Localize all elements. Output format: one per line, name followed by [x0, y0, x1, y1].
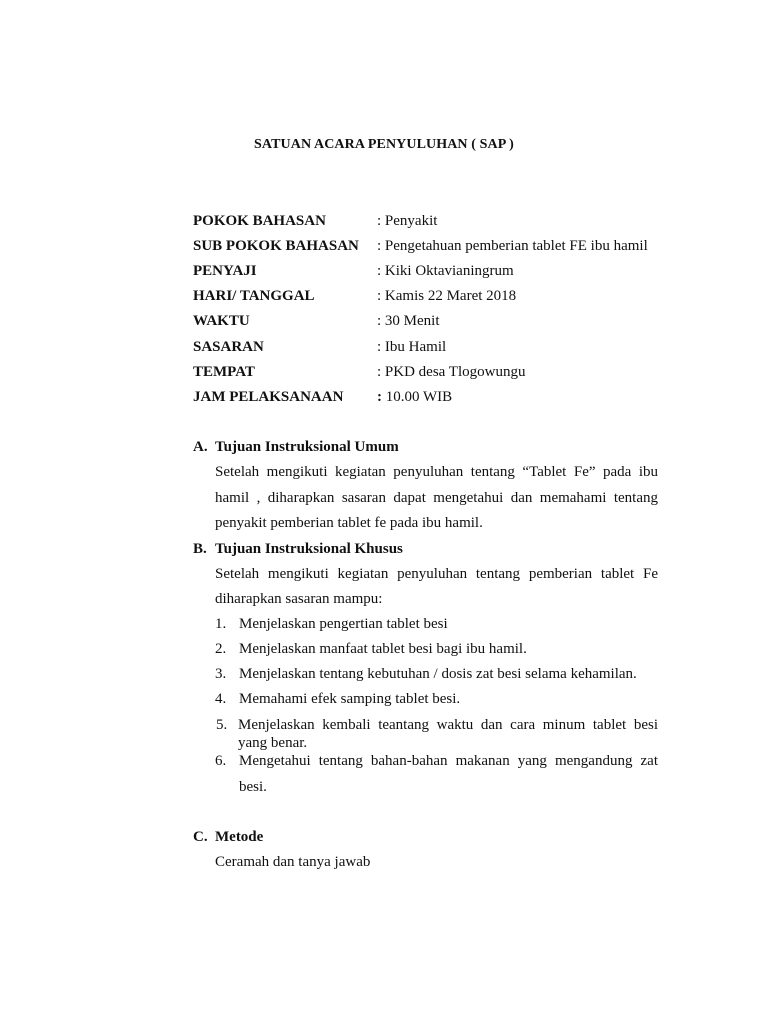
info-key: HARI/ TANGGAL [193, 288, 315, 304]
section-title: Metode [215, 829, 264, 845]
section-a-line: Setelah mengikuti kegiatan penyuluhan tentang “Tablet Fe” pada ibu [215, 464, 658, 480]
list-number: 5. [216, 717, 228, 733]
info-key: TEMPAT [193, 364, 255, 380]
section-a-line: penyakit pemberian tablet fe pada ibu hamil. [215, 515, 483, 531]
info-value [377, 387, 452, 407]
list-number: 3. [215, 666, 227, 682]
list-text: Menjelaskan pengertian tablet besi [239, 616, 448, 632]
info-key: POKOK BAHASAN [193, 213, 326, 229]
info-value: : Penyakit [377, 213, 438, 229]
info-value-text: 10.00 WIB [382, 389, 453, 405]
section-b-heading [193, 539, 403, 559]
section-a-heading [193, 437, 399, 457]
info-key: PENYAJI [193, 263, 257, 279]
info-value: : Kiki Oktavianingrum [377, 263, 514, 279]
info-value: : Kamis 22 Maret 2018 [377, 288, 517, 304]
section-b-intro-line: diharapkan sasaran mampu: [215, 591, 383, 607]
list-item [215, 639, 527, 659]
section-title: Tujuan Instruksional Khusus [215, 541, 403, 557]
list-item [215, 689, 460, 709]
info-value: : PKD desa Tlogowungu [377, 364, 526, 380]
section-letter: C. [193, 829, 208, 845]
section-a-line: hamil , diharapkan sasaran dapat mengetahui dan memahami tentang [215, 490, 658, 506]
info-value: : 30 Menit [377, 313, 440, 329]
page-title: SATUAN ACARA PENYULUHAN ( SAP ) [254, 137, 514, 152]
section-letter: A. [193, 439, 208, 455]
list-text-line: besi. [239, 779, 267, 795]
list-number: 2. [215, 641, 227, 657]
list-item [216, 715, 240, 735]
info-value: : Ibu Hamil [377, 339, 447, 355]
info-key: SASARAN [193, 339, 264, 355]
list-number: 1. [215, 616, 227, 632]
list-text-line: yang benar. [238, 735, 308, 751]
list-text: Memahami efek samping tablet besi. [239, 691, 461, 707]
info-key: SUB POKOK BAHASAN [193, 238, 359, 254]
list-number: 4. [215, 691, 227, 707]
section-b-intro-line: Setelah mengikuti kegiatan penyuluhan tentang pemberian tablet Fe [215, 566, 658, 582]
list-item [215, 751, 239, 771]
section-c-heading [193, 827, 263, 847]
list-text-line: Mengetahui tentang bahan-bahan makanan yang mengandung zat [239, 753, 658, 769]
info-value: : Pengetahuan pemberian tablet FE ibu hamil [377, 238, 648, 254]
list-number: 6. [215, 753, 227, 769]
info-key: WAKTU [193, 313, 250, 329]
section-letter: B. [193, 541, 207, 557]
section-title: Tujuan Instruksional Umum [215, 439, 399, 455]
section-c-text: Ceramah dan tanya jawab [215, 854, 371, 870]
list-item [215, 614, 448, 634]
info-key: JAM PELAKSANAAN [193, 389, 344, 405]
list-item [215, 664, 637, 684]
list-text: Menjelaskan tentang kebutuhan / dosis zat besi selama kehamilan. [239, 666, 637, 682]
list-text: Menjelaskan manfaat tablet besi bagi ibu hamil. [239, 641, 527, 657]
list-text-line: Menjelaskan kembali teantang waktu dan cara minum tablet besi [238, 717, 658, 733]
info-colon: : [377, 389, 382, 405]
